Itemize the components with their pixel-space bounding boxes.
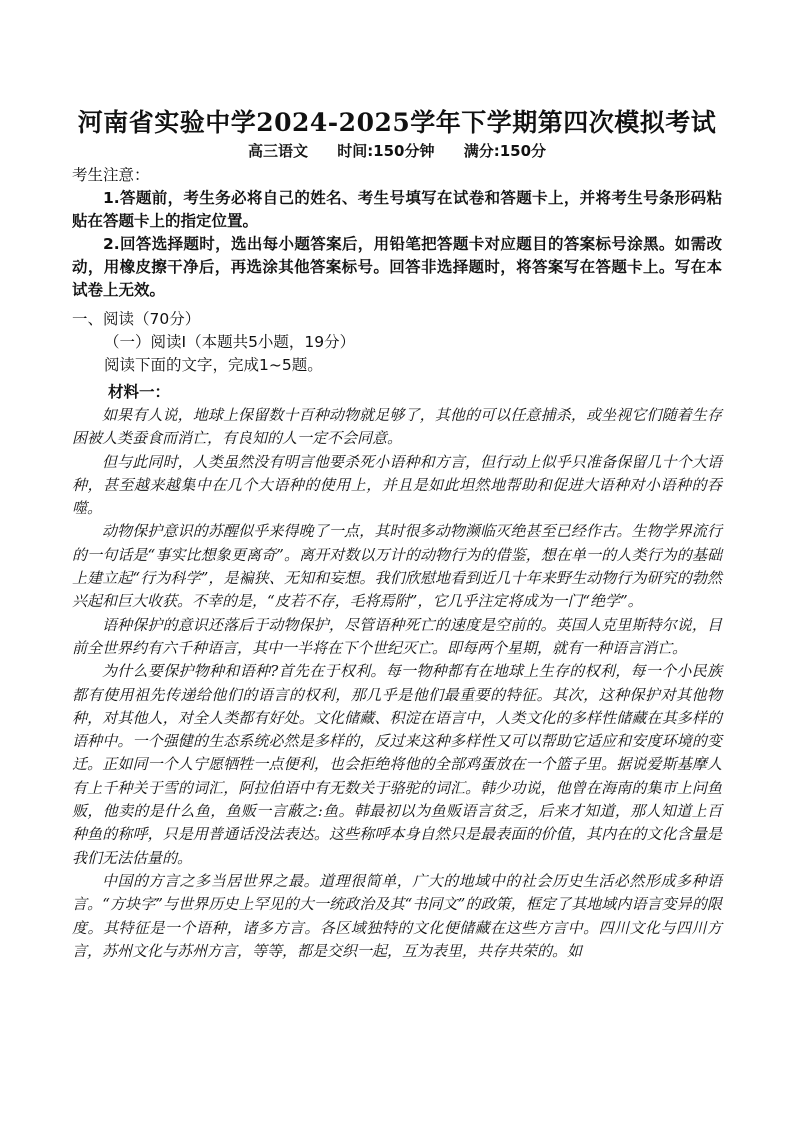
exam-title: 河南省实验中学2024-2025学年下学期第四次模拟考试 <box>77 108 717 137</box>
passage-paragraph: 语种保护的意识还落后于动物保护，尽管语种死亡的速度是空前的。英国人克里斯特尔说，目前全世界约有六千种语言，其中一半将在下个世纪灭亡。即每两个星期，就有一种语言消亡。 <box>72 615 722 657</box>
passage-paragraph: 为什么要保护物种和语种?首先在于权利。每一物种都有在地球上生存的权利，每一个小民族都有使用祖先传递给他们的语言的权利，那几乎是他们最重要的特征。其次，这种保护对其他物种，对其他人，对全人类都有好处。文化储藏、积淀在语言中，人类文化的多样性储藏在其多样的语种中。一个强健的生态系统必然是多样的，反过来这种多样性又可以帮助它适应和安度环境的变迁。正如同一个人宁愿牺牲一点便利，也会拒绝将他的全部鸡蛋放在一个篮子里。据说爱斯基摩人有上千种关于雪的词汇，阿拉伯语中有无数关于骆驼的词汇。韩少功说，他曾在海南的集市上问鱼贩，他卖的是什么鱼，鱼贩一言蔽之:鱼。韩最初以为鱼贩语言贫乏，后来才知道，那人知道上百种鱼的称呼，只是用普通话没法表达。这些称呼本身自然只是最表面的价值，其内在的文化含量是我们无法估量的。 <box>72 662 722 867</box>
subject-label: 高三语文 <box>247 142 308 160</box>
material-label: 材料一： <box>108 383 171 401</box>
notice-item: 1.答题前，考生务必将自己的姓名、考生号填写在试卷和答题卡上，并将考生号条形码粘贴在答题卡上的指定位置。 <box>72 189 722 230</box>
time-label: 时间:150分钟 <box>337 142 435 160</box>
candidate-notice <box>72 164 722 302</box>
notice-item: 2.回答选择题时，选出每小题答案后，用铅笔把答题卡对应题目的答案标号涂黑。如需改动，用橡皮擦干净后，再选涂其他答案标号。回答非选择题时，将答案写在答题卡上。写在本试卷上无效。 <box>72 235 722 299</box>
notice-heading: 考生注意： <box>72 166 150 184</box>
reading-instruction: 阅读下面的文字，完成1~5题。 <box>104 356 323 374</box>
passage-paragraph: 动物保护意识的苏醒似乎来得晚了一点，其时很多动物濒临灭绝甚至已经作古。生物学界流行的一句话是“事实比想象更离奇”。离开对数以万计的动物行为的借鉴，想在单一的人类行为的基础上建立起“行为科学”，是褊狭、无知和妄想。我们欣慰地看到近几十年来野生动物行为研究的勃然兴起和巨大收获。不幸的是，“皮若不存，毛将焉附”，它几乎注定将成为一门“绝学”。 <box>72 522 722 611</box>
section-title: 一、阅读（70分） <box>72 310 201 328</box>
passage-paragraph: 如果有人说，地球上保留数十百种动物就足够了，其他的可以任意捕杀，或坐视它们随着生存困被人类蚕食而消亡，有良知的人一定不会同意。 <box>72 406 722 448</box>
passage-paragraph: 中国的方言之多当居世界之最。道理很简单，广大的地域中的社会历史生活必然形成多种语言。“方块字”与世界历史上罕见的大一统政治及其“书同文”的政策，框定了其地域内语言变异的限度。其特征是一个语种，诸多方言。各区域独特的文化便储藏在这些方言中。四川文化与四川方言，苏州文化与苏州方言，等等，都是交织一起，互为表里，共存共荣的。如 <box>72 871 722 960</box>
reading-passage <box>72 404 722 963</box>
exam-info-line <box>0 140 794 161</box>
passage-paragraph: 但与此同时，人类虽然没有明言他要杀死小语种和方言，但行动上似乎只准备保留几十个大语种，甚至越来越集中在几个大语种的使用上，并且是如此坦然地帮助和促进大语种对小语种的吞噬。 <box>72 452 722 518</box>
score-label: 满分:150分 <box>463 142 547 160</box>
reading-section-header <box>72 308 722 377</box>
subsection-title: （一）阅读Ⅰ（本题共5小题，19分） <box>104 333 356 351</box>
